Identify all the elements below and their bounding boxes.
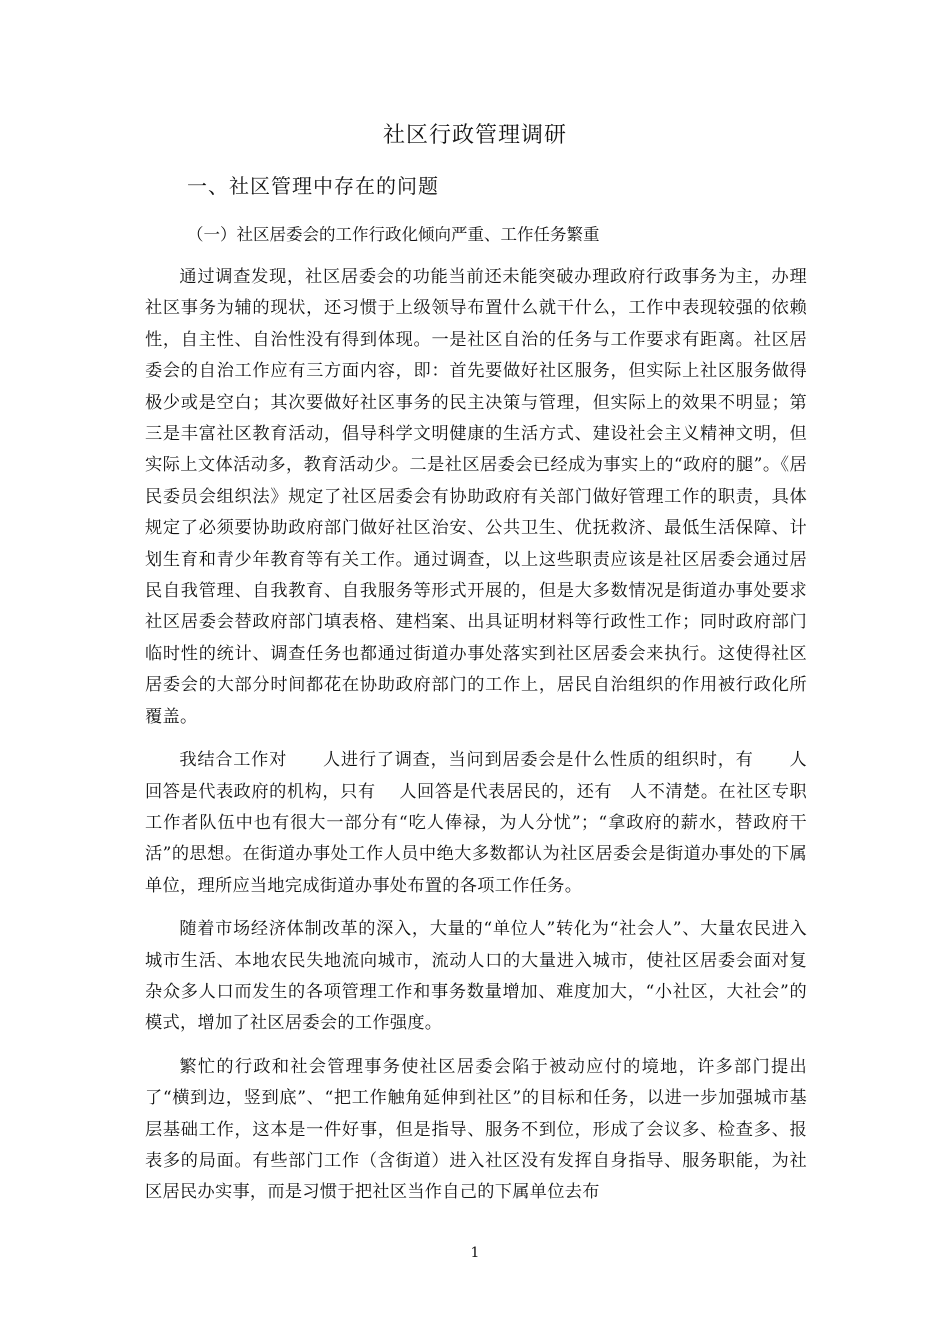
page-number: 1 (470, 1245, 480, 1261)
paragraph: 繁忙的行政和社会管理事务使社区居委会陷于被动应付的境地，许多部门提出了“横到边，竖到底”、“把工作触角延伸到社区”的目标和任务，以进一步加强城市基层基础工作，这本是一件好事，但是指导、服务不到位，形成了会议多、检查多、报表多的局面。有些部门工作（含街道）进入社区没有发挥自身指导、服务职能，为社区居民办实事，而是习惯于把社区当作自己的下属单位去布 (145, 1056, 807, 1203)
body-text (145, 262, 807, 1221)
paragraph: 随着市场经济体制改革的深入，大量的“单位人”转化为“社会人”、大量农民进入城市生活、本地农民失地流向城市，流动人口的大量进入城市，使社区居委会面对复杂众多人口而发生的各项管理工作和事务数量增加、难度加大，“小社区，大社会”的模式，增加了社区居委会的工作强度。 (145, 919, 807, 1034)
paragraph: 我结合工作对 人进行了调查，当问到居委会是什么性质的组织时，有 人回答是代表政府的机构，只有 人回答是代表居民的，还有 人不清楚。在社区专职工作者队伍中也有很大一部分有“吃人俸禄，为人分忧”；“拿政府的薪水，替政府干活”的思想。在街道办事处工作人员中绝大多数都认为社区居委会是街道办事处的下属单位，理所应当地完成街道办事处布置的各项工作任务。 (145, 750, 807, 896)
paragraph: 通过调查发现，社区居委会的功能当前还未能突破办理政府行政事务为主，办理社区事务为辅的现状，还习惯于上级领导布置什么就干什么，工作中表现较强的依赖性，自主性、自治性没有得到体现。一是社区自治的任务与工作要求有距离。社区居委会的自治工作应有三方面内容，即：首先要做好社区服务，但实际上社区服务做得极少或是空白；其次要做好社区事务的民主决策与管理，但实际上的效果不明显；第三是丰富社区教育活动，倡导科学文明健康的生活方式、建设社会主义精神文明，但实际上文体活动多，教育活动少。二是社区居委会已经成为事实上的“政府的腿”。《居民委员会组织法》规定了社区居委会有协助政府有关部门做好管理工作的职责，具体规定了必须要协助政府部门做好社区治安、公共卫生、优抚救济、最低生活保障、计划生育和青少年教育等有关工作。通过调查，以上这些职责应该是社区居委会通过居民自我管理、自我教育、自我服务等形式开展的，但是大多数情况是街道办事处要求社区居委会替政府部门填表格、建档案、出具证明材料等行政性工作；同时政府部门临时性的统计、调查任务也都通过街道办事处落实到社区居委会来执行。这使得社区居委会的大部分时间都花在协助政府部门的工作上，居民自治组织的作用被行政化所覆盖。 (145, 267, 807, 727)
section-heading: 一、社区管理中存在的问题 (187, 174, 439, 198)
subsection-heading: （一）社区居委会的工作行政化倾向严重、工作任务繁重 (187, 225, 600, 244)
document-title: 社区行政管理调研 (382, 123, 567, 148)
